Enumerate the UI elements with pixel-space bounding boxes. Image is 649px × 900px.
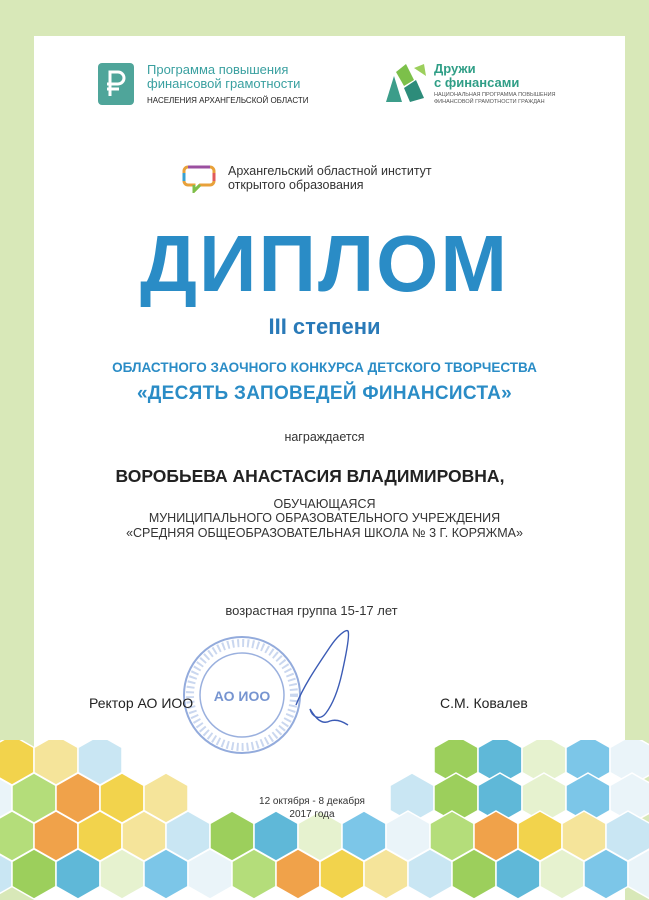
contest-dates bbox=[0, 795, 624, 821]
handwritten-signature bbox=[290, 625, 370, 735]
friends-logo-line3: НАЦИОНАЛЬНАЯ ПРОГРАММА ПОВЫШЕНИЯ bbox=[434, 92, 556, 98]
financial-literacy-program-logo bbox=[98, 63, 309, 106]
stamp-text: АО ИОО bbox=[213, 688, 271, 704]
program-logo-line1: Программа повышения bbox=[147, 62, 289, 77]
institute-line1: Архангельский областной институт bbox=[228, 164, 432, 178]
age-group: возрастная группа 15-17 лет bbox=[225, 603, 398, 618]
speech-bubble-icon bbox=[182, 163, 216, 193]
diploma-degree: III степени bbox=[268, 314, 381, 339]
school-line1: ОБУЧАЮЩАЯСЯ bbox=[273, 497, 376, 511]
awarded-text: награждается bbox=[284, 430, 365, 444]
school-line2: МУНИЦИПАЛЬНОГО ОБРАЗОВАТЕЛЬНОГО УЧРЕЖДЕНИЯ bbox=[148, 511, 501, 525]
friends-with-finance-logo bbox=[384, 62, 556, 106]
contest-line1: ОБЛАСТНОГО ЗАОЧНОГО КОНКУРСА ДЕТСКОГО ТВОРЧЕСТВА bbox=[112, 360, 537, 375]
diploma-title: ДИПЛОМ bbox=[140, 219, 509, 308]
institute-logo bbox=[182, 163, 432, 193]
friends-logo-line1: Дружи bbox=[434, 61, 476, 76]
ruble-icon bbox=[98, 63, 134, 105]
friends-logo-line2: с финансами bbox=[434, 75, 520, 90]
school-line3: «СРЕДНЯЯ ОБЩЕОБРАЗОВАТЕЛЬНАЯ ШКОЛА № 3 Г. КОРЯЖМА» bbox=[126, 526, 523, 540]
friends-logo-line4: ФИНАНСОВОЙ ГРАМОТНОСТИ ГРАЖДАН bbox=[434, 99, 545, 105]
institution-stamp bbox=[180, 633, 304, 757]
contest-name: «ДЕСЯТЬ ЗАПОВЕДЕЙ ФИНАНСИСТА» bbox=[136, 383, 513, 404]
recipient-name: ВОРОБЬЕВА АНАСТАСИЯ ВЛАДИМИРОВНА, bbox=[115, 466, 505, 486]
signatory-name: С.М. Ковалев bbox=[440, 695, 528, 711]
institute-line2: открытого образования bbox=[228, 178, 364, 192]
friends-with-finance-icon bbox=[384, 62, 428, 104]
dates-line2: 2017 года bbox=[289, 809, 335, 820]
signatory-position: Ректор АО ИОО bbox=[89, 695, 194, 711]
program-logo-line2: финансовой грамотности bbox=[147, 76, 301, 91]
program-logo-line3: НАСЕЛЕНИЯ АРХАНГЕЛЬСКОЙ ОБЛАСТИ bbox=[147, 96, 309, 105]
dates-line1: 12 октября - 8 декабря bbox=[259, 796, 365, 807]
